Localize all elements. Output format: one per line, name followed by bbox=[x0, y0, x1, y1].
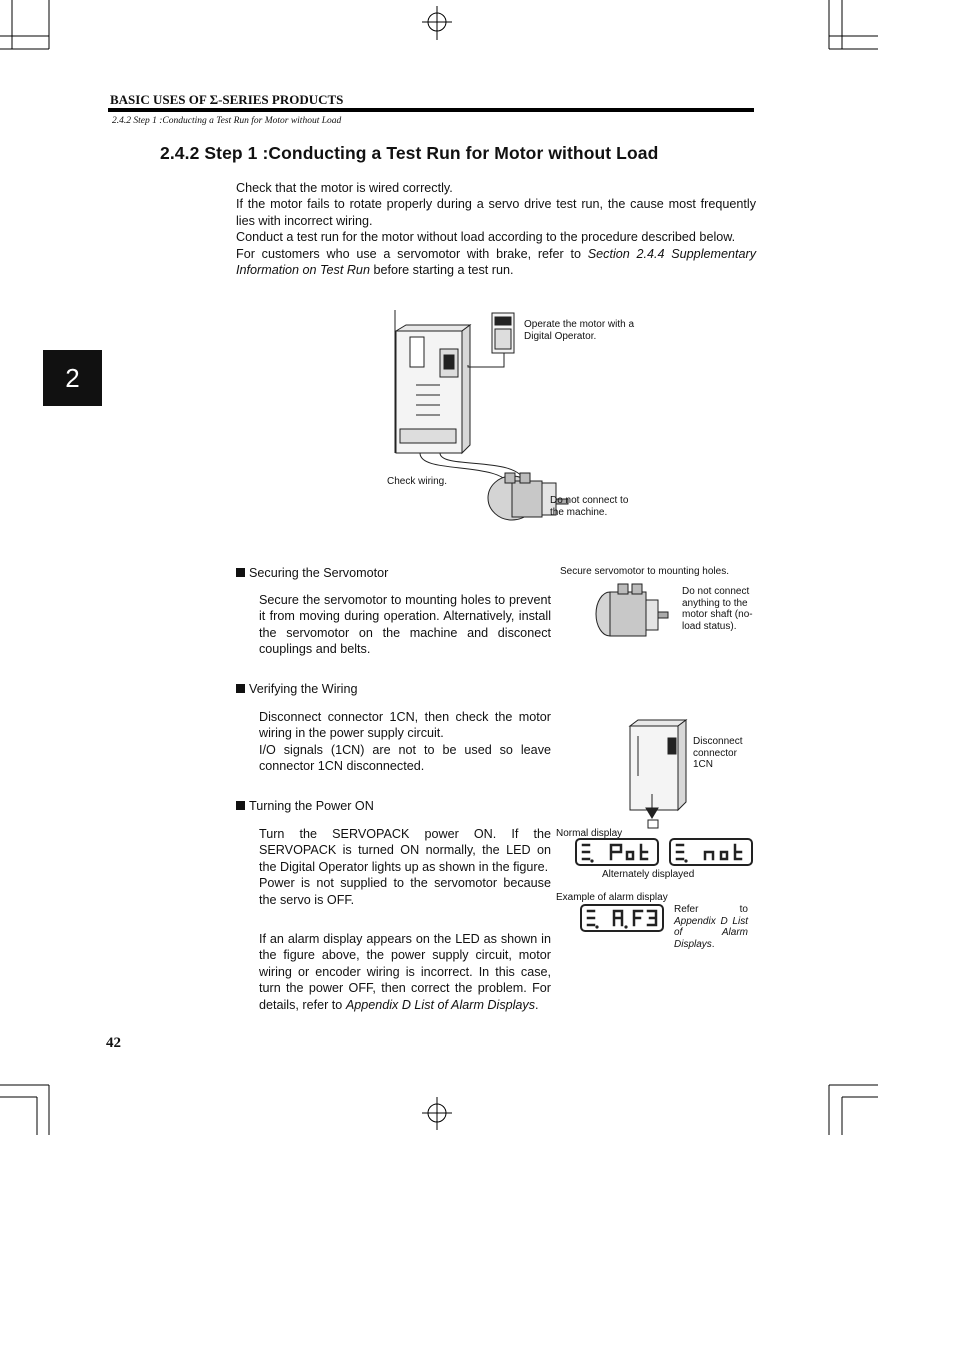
running-header-title: BASIC USES OF Σ-SERIES PRODUCTS bbox=[110, 92, 344, 107]
intro-line-3: Conduct a test run for the motor without load according to the procedure described below. bbox=[236, 230, 736, 245]
alarm-appendix-reference: Appendix D List of Alarm Displays bbox=[345, 997, 536, 1012]
securing-heading-text: Securing the Servomotor bbox=[249, 566, 389, 580]
alarm-example-label: Example of alarm display bbox=[556, 892, 668, 903]
securing-body: Secure the servomotor to mounting holes to prevent it from moving during operation. Alternatively, install the servomotor on the machine and disconect couplings and belts. bbox=[259, 593, 551, 657]
led-display-pot bbox=[575, 838, 659, 866]
no-machine-caption: Do not connect to the machine. bbox=[550, 495, 629, 518]
wiring-heading-text: Verifying the Wiring bbox=[249, 682, 358, 696]
led-display-alarm bbox=[580, 904, 664, 932]
section-title: 2.4.2 Step 1 :Conducting a Test Run for Motor without Load bbox=[160, 143, 659, 163]
alternately-displayed-label: Alternately displayed bbox=[602, 869, 695, 880]
intro-line-1: Check that the motor is wired correctly. bbox=[236, 181, 453, 195]
refer-appendix-caption bbox=[674, 904, 748, 950]
disconnect-1cn-caption: Disconnect connector 1CN bbox=[693, 736, 743, 770]
bullet-square-icon bbox=[236, 684, 245, 693]
chapter-tab: 2 bbox=[43, 350, 102, 406]
wiring-body bbox=[259, 709, 551, 775]
intro-line-4-end: before starting a test run. bbox=[369, 263, 514, 278]
refer-end: . bbox=[711, 938, 715, 950]
led-display-not bbox=[669, 838, 753, 866]
wiring-heading bbox=[236, 682, 358, 696]
operator-caption: Operate the motor with a Digital Operator. bbox=[524, 319, 635, 342]
intro-line-4-text: For customers who use a servomotor with brake, refer to bbox=[236, 246, 588, 261]
wiring-body-2: I/O signals (1CN) are not to be used so leave connector 1CN disconnected. bbox=[259, 742, 551, 774]
bullet-square-icon bbox=[236, 568, 245, 577]
securing-heading bbox=[236, 566, 388, 580]
secure-holes-caption: Secure servomotor to mounting holes. bbox=[560, 566, 729, 577]
power-heading bbox=[236, 799, 374, 813]
power-body-1: Turn the SERVOPACK power ON. If the SERVOPACK is turned ON normally, the LED on the Digital Operator lights up as shown in the figure. bbox=[259, 827, 551, 874]
check-wiring-caption: Check wiring. bbox=[387, 476, 448, 487]
intro-text bbox=[236, 180, 756, 278]
servopack-1cn-figure bbox=[624, 716, 692, 836]
wiring-body-1: Disconnect connector 1CN, then check the motor wiring in the power supply circuit. bbox=[259, 710, 551, 741]
normal-display-label: Normal display bbox=[556, 828, 623, 839]
power-heading-text: Turning the Power ON bbox=[249, 799, 374, 813]
header-rule bbox=[108, 108, 754, 112]
running-header-subtitle: 2.4.2 Step 1 :Conducting a Test Run for Motor without Load bbox=[112, 116, 342, 126]
alarm-body bbox=[259, 931, 551, 1013]
intro-line-2: If the motor fails to rotate properly during a servo drive test run, the cause most frequently lies with incorrect wiring. bbox=[236, 197, 756, 228]
refer-appendix-ref: Appendix D List of Alarm Displays bbox=[674, 915, 748, 950]
power-body-2: Power is not supplied to the servomotor because the servo is OFF. bbox=[259, 876, 551, 907]
intro-line-4 bbox=[236, 246, 756, 279]
power-body bbox=[259, 826, 551, 908]
servomotor-mounted-figure bbox=[592, 578, 672, 644]
intro-section-reference: Section 2.4.4 Supplementary Information on Test Run bbox=[236, 246, 756, 278]
no-load-caption: Do not connect anything to the motor shaft (no-load status). bbox=[682, 586, 753, 632]
alarm-body-text: If an alarm display appears on the LED as shown in the figure above, the power supply circuit, motor wiring or encoder wiring is incorrect. In this case, turn the power OFF, then correct the problem. For details, refer to bbox=[259, 932, 551, 1012]
bullet-square-icon bbox=[236, 801, 245, 810]
alarm-body-end: . bbox=[535, 997, 539, 1012]
refer-text: Refer to bbox=[674, 904, 748, 915]
page-number: 42 bbox=[106, 1035, 121, 1051]
